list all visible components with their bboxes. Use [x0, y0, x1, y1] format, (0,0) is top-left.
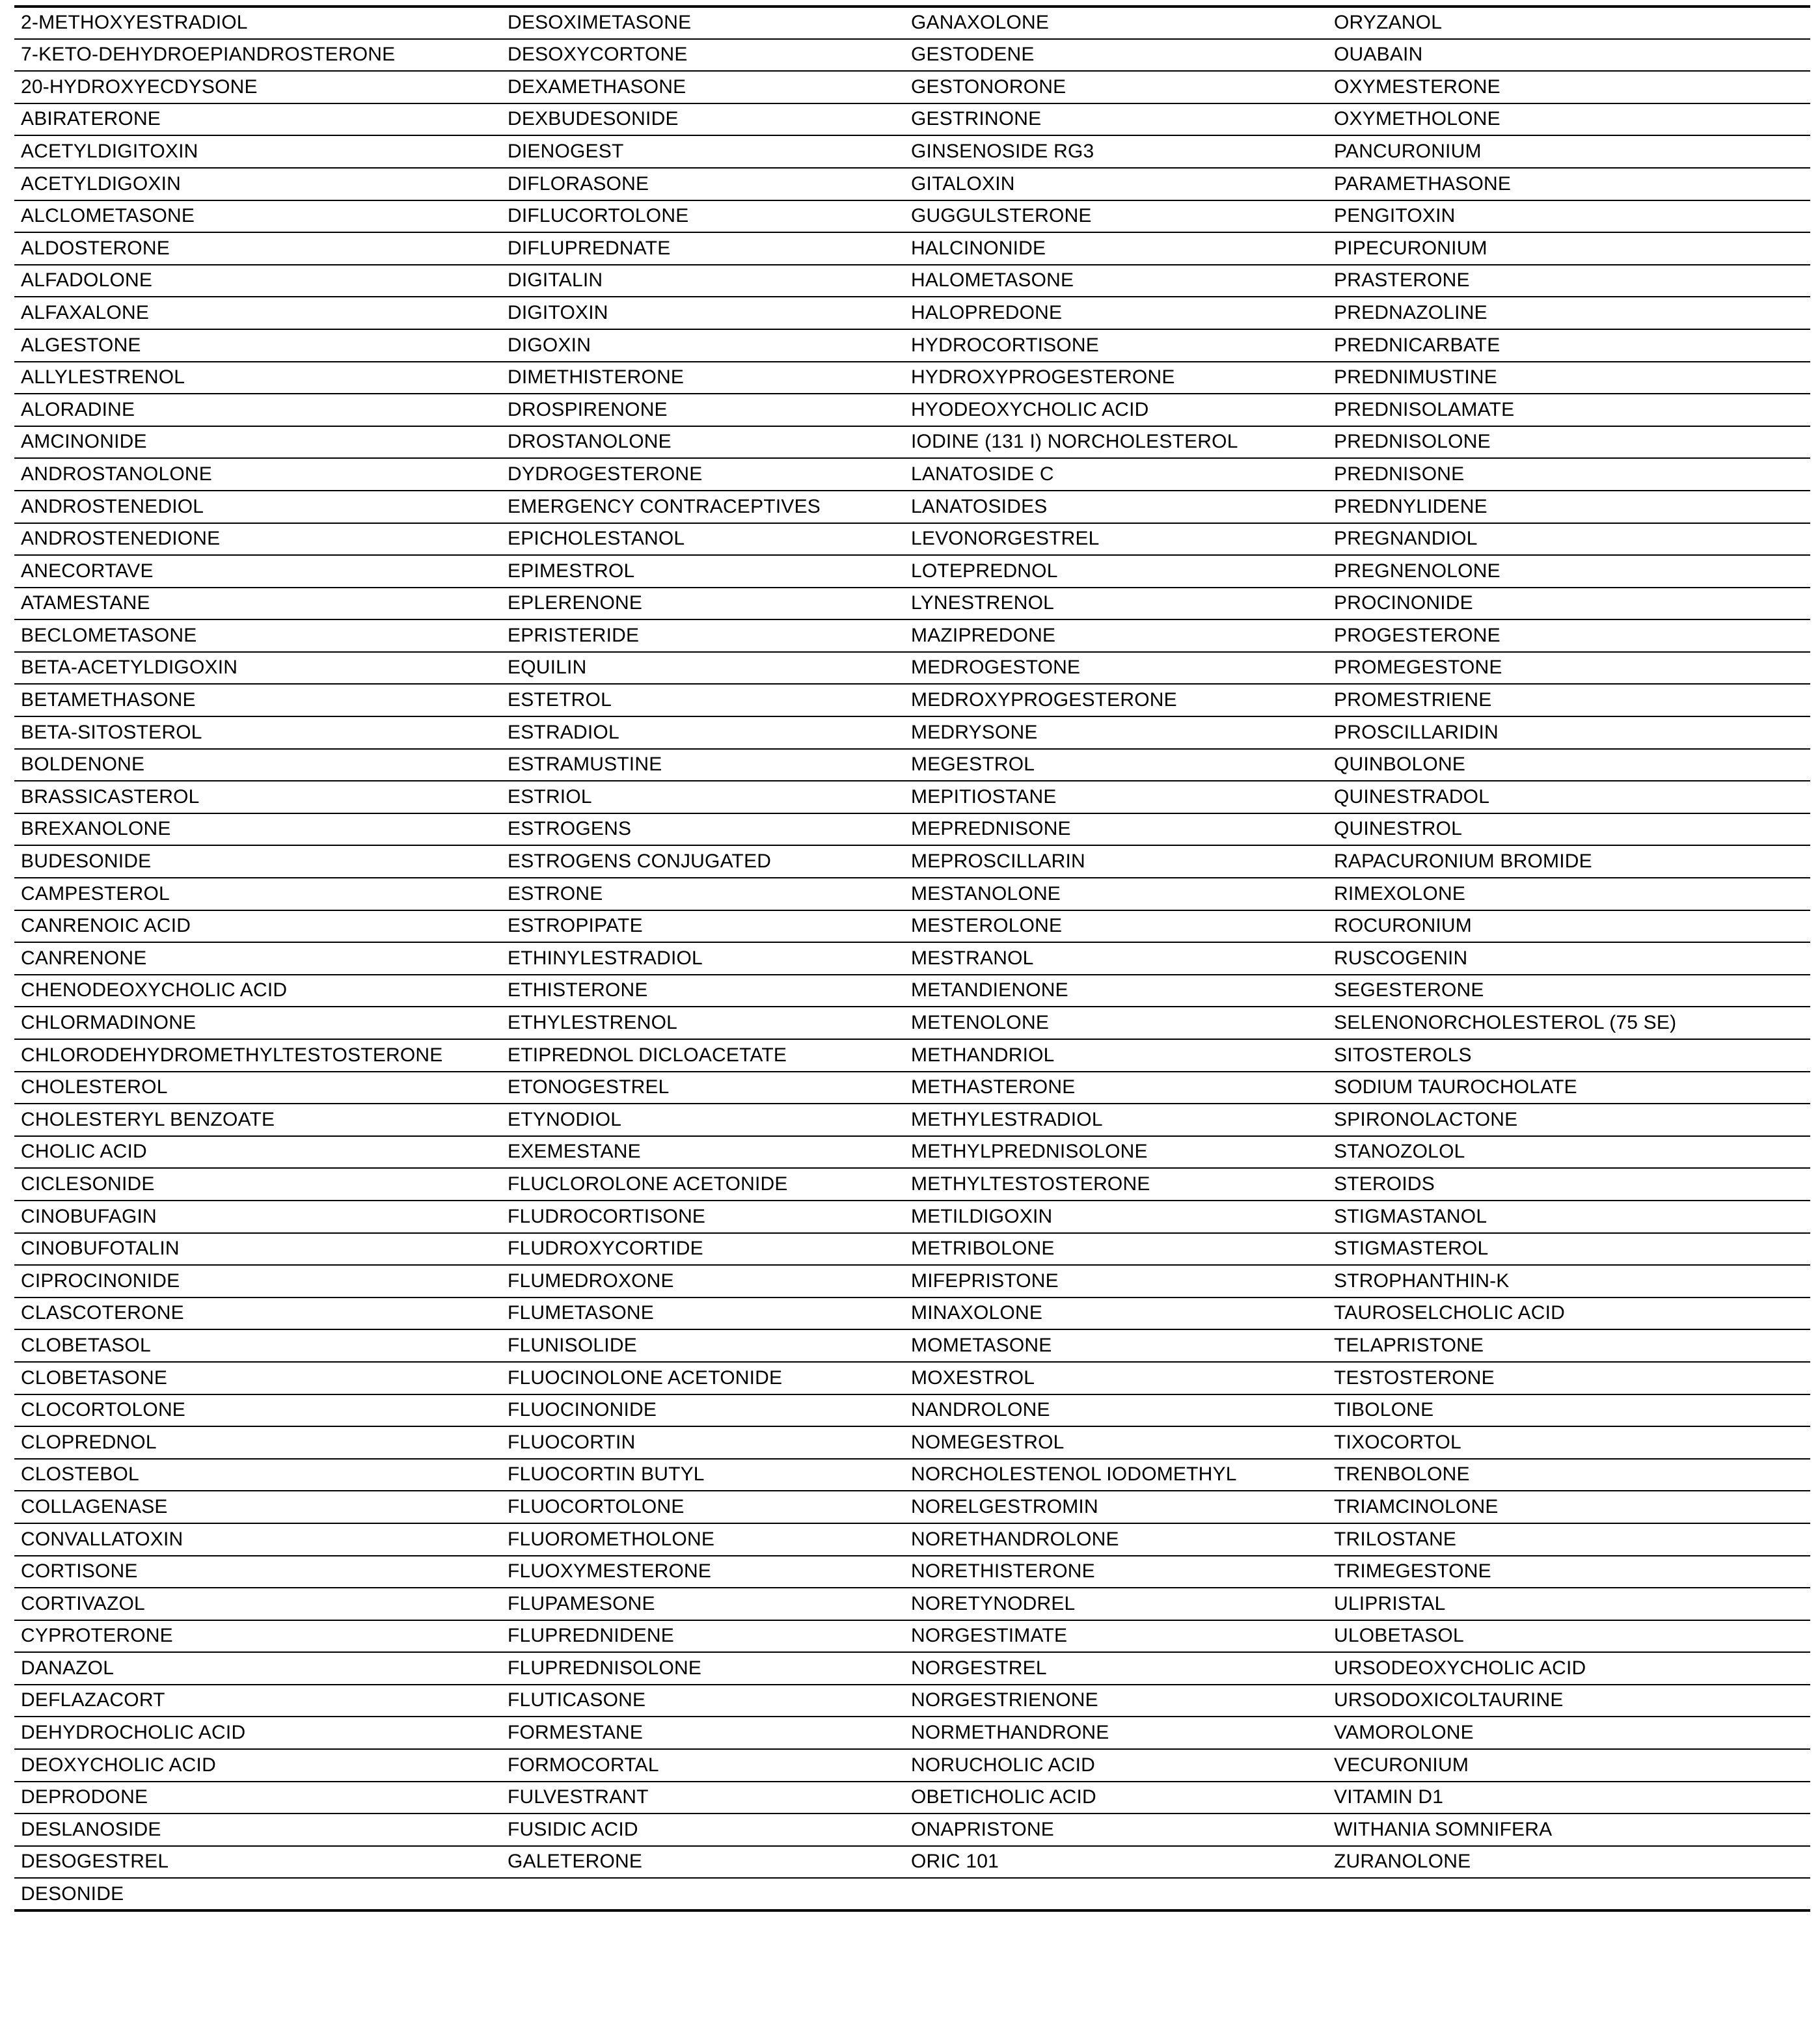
table-row — [14, 1394, 1810, 1427]
table-row — [14, 1685, 1810, 1717]
table-cell-ingredient: ORYZANOL — [1327, 7, 1810, 39]
table-cell-ingredient: GANAXOLONE — [904, 7, 1327, 39]
table-cell-ingredient: HALCINONIDE — [904, 232, 1327, 265]
table-cell-ingredient: CANRENONE — [14, 942, 501, 975]
table-cell-ingredient: CONVALLATOXIN — [14, 1523, 501, 1556]
table-cell-ingredient: PREDNIMUSTINE — [1327, 362, 1810, 394]
table-row — [14, 1039, 1810, 1072]
table-cell-ingredient: MESTANOLONE — [904, 878, 1327, 910]
table-cell-ingredient: NORCHOLESTENOL IODOMETHYL — [904, 1459, 1327, 1491]
table-cell-empty — [1327, 1878, 1810, 1910]
table-cell-ingredient: DROSPIRENONE — [501, 394, 904, 426]
table-cell-empty — [501, 1878, 904, 1910]
table-cell-ingredient: ACETYLDIGITOXIN — [14, 135, 501, 168]
table-cell-ingredient: NORGESTIMATE — [904, 1620, 1327, 1653]
table-cell-ingredient: ESTRIOL — [501, 781, 904, 813]
table-cell-ingredient: VAMOROLONE — [1327, 1717, 1810, 1749]
table-cell-ingredient: STEROIDS — [1327, 1168, 1810, 1201]
table-cell-ingredient: CHOLESTEROL — [14, 1072, 501, 1104]
table-cell-ingredient: DYDROGESTERONE — [501, 458, 904, 491]
table-cell-ingredient: DEOXYCHOLIC ACID — [14, 1749, 501, 1782]
table-row — [14, 878, 1810, 910]
table-row — [14, 491, 1810, 523]
table-cell-ingredient: DIGOXIN — [501, 329, 904, 362]
table-cell-ingredient: NORUCHOLIC ACID — [904, 1749, 1327, 1782]
table-cell-ingredient: HYDROXYPROGESTERONE — [904, 362, 1327, 394]
table-cell-ingredient: GESTODENE — [904, 39, 1327, 72]
table-cell-ingredient: FLUPREDNISOLONE — [501, 1652, 904, 1685]
table-cell-ingredient: METHYLTESTOSTERONE — [904, 1168, 1327, 1201]
table-cell-ingredient: NORETYNODREL — [904, 1588, 1327, 1620]
table-cell-ingredient: PROMEGESTONE — [1327, 652, 1810, 685]
table-cell-ingredient: ATAMESTANE — [14, 588, 501, 620]
table-cell-ingredient: CLOBETASONE — [14, 1362, 501, 1394]
table-cell-ingredient: PROCINONIDE — [1327, 588, 1810, 620]
table-cell-ingredient: FLUOCINONIDE — [501, 1394, 904, 1427]
table-cell-ingredient: VECURONIUM — [1327, 1749, 1810, 1782]
table-cell-ingredient: FLUMEDROXONE — [501, 1265, 904, 1298]
table-cell-ingredient: MINAXOLONE — [904, 1298, 1327, 1330]
table-row — [14, 1523, 1810, 1556]
table-cell-ingredient: GINSENOSIDE RG3 — [904, 135, 1327, 168]
table-row — [14, 1652, 1810, 1685]
table-cell-ingredient: AMCINONIDE — [14, 426, 501, 459]
table-row — [14, 1846, 1810, 1879]
ingredient-table — [14, 5, 1810, 1912]
table-row — [14, 749, 1810, 781]
table-cell-empty — [904, 1878, 1327, 1910]
table-cell-ingredient: HYDROCORTISONE — [904, 329, 1327, 362]
table-cell-ingredient: DIMETHISTERONE — [501, 362, 904, 394]
table-row — [14, 1298, 1810, 1330]
table-cell-ingredient: SEGESTERONE — [1327, 975, 1810, 1007]
table-cell-ingredient: FORMESTANE — [501, 1717, 904, 1749]
table-cell-ingredient: CYPROTERONE — [14, 1620, 501, 1653]
table-cell-ingredient: MEDROGESTONE — [904, 652, 1327, 685]
table-cell-ingredient: ANDROSTENEDIOL — [14, 491, 501, 523]
table-row — [14, 1814, 1810, 1846]
table-cell-ingredient: DEHYDROCHOLIC ACID — [14, 1717, 501, 1749]
table-cell-ingredient: HALOPREDONE — [904, 297, 1327, 329]
table-cell-ingredient: QUINESTRADOL — [1327, 781, 1810, 813]
table-cell-ingredient: ESTRADIOL — [501, 716, 904, 749]
table-row — [14, 394, 1810, 426]
table-cell-ingredient: ETONOGESTREL — [501, 1072, 904, 1104]
table-cell-ingredient: HYODEOXYCHOLIC ACID — [904, 394, 1327, 426]
table-cell-ingredient: PRASTERONE — [1327, 265, 1810, 297]
table-row — [14, 652, 1810, 685]
table-cell-ingredient: ETIPREDNOL DICLOACETATE — [501, 1039, 904, 1072]
table-cell-ingredient: ALFADOLONE — [14, 265, 501, 297]
table-cell-ingredient: METHANDRIOL — [904, 1039, 1327, 1072]
table-cell-ingredient: ROCURONIUM — [1327, 910, 1810, 943]
table-cell-ingredient: BRASSICASTEROL — [14, 781, 501, 813]
table-cell-ingredient: ESTROGENS — [501, 813, 904, 846]
table-cell-ingredient: ALDOSTERONE — [14, 232, 501, 265]
table-cell-ingredient: CIPROCINONIDE — [14, 1265, 501, 1298]
table-row — [14, 1233, 1810, 1266]
table-cell-ingredient: NORELGESTROMIN — [904, 1491, 1327, 1523]
table-cell-ingredient: ETHINYLESTRADIOL — [501, 942, 904, 975]
table-cell-ingredient: OUABAIN — [1327, 39, 1810, 72]
table-cell-ingredient: DESOXIMETASONE — [501, 7, 904, 39]
table-cell-ingredient: DIFLUPREDNATE — [501, 232, 904, 265]
table-cell-ingredient: GALETERONE — [501, 1846, 904, 1879]
table-cell-ingredient: ETHYLESTRENOL — [501, 1007, 904, 1039]
table-cell-ingredient: SITOSTEROLS — [1327, 1039, 1810, 1072]
table-cell-ingredient: DIGITALIN — [501, 265, 904, 297]
table-cell-ingredient: STANOZOLOL — [1327, 1136, 1810, 1169]
table-cell-ingredient: 20-HYDROXYECDYSONE — [14, 71, 501, 103]
table-cell-ingredient: RAPACURONIUM BROMIDE — [1327, 845, 1810, 878]
table-row — [14, 1782, 1810, 1814]
table-cell-ingredient: PANCURONIUM — [1327, 135, 1810, 168]
table-cell-ingredient: DESONIDE — [14, 1878, 501, 1910]
table-cell-ingredient: ALGESTONE — [14, 329, 501, 362]
table-cell-ingredient: ANDROSTENEDIONE — [14, 523, 501, 556]
table-cell-ingredient: ESTROPIPATE — [501, 910, 904, 943]
table-row — [14, 458, 1810, 491]
table-row — [14, 1104, 1810, 1136]
table-cell-ingredient: EXEMESTANE — [501, 1136, 904, 1169]
table-cell-ingredient: ETYNODIOL — [501, 1104, 904, 1136]
table-row — [14, 910, 1810, 943]
table-cell-ingredient: FLUOCINOLONE ACETONIDE — [501, 1362, 904, 1394]
table-cell-ingredient: DIFLORASONE — [501, 168, 904, 200]
table-row — [14, 297, 1810, 329]
table-cell-ingredient: PROGESTERONE — [1327, 619, 1810, 652]
table-cell-ingredient: ABIRATERONE — [14, 103, 501, 136]
table-row — [14, 39, 1810, 72]
table-cell-ingredient: DIFLUCORTOLONE — [501, 200, 904, 233]
table-row — [14, 1072, 1810, 1104]
table-cell-ingredient: METANDIENONE — [904, 975, 1327, 1007]
table-cell-ingredient: DIGITOXIN — [501, 297, 904, 329]
table-cell-ingredient: DEPRODONE — [14, 1782, 501, 1814]
table-cell-ingredient: VITAMIN D1 — [1327, 1782, 1810, 1814]
table-cell-ingredient: ESTRONE — [501, 878, 904, 910]
table-row — [14, 523, 1810, 556]
table-row — [14, 716, 1810, 749]
table-cell-ingredient: CLOCORTOLONE — [14, 1394, 501, 1427]
table-cell-ingredient: CHOLESTERYL BENZOATE — [14, 1104, 501, 1136]
table-cell-ingredient: ORIC 101 — [904, 1846, 1327, 1879]
table-cell-ingredient: MAZIPREDONE — [904, 619, 1327, 652]
table-cell-ingredient: ESTETROL — [501, 684, 904, 716]
table-cell-ingredient: ANECORTAVE — [14, 555, 501, 588]
table-row — [14, 1201, 1810, 1233]
table-cell-ingredient: FLUOCORTOLONE — [501, 1491, 904, 1523]
table-cell-ingredient: PREDNYLIDENE — [1327, 491, 1810, 523]
table-cell-ingredient: CLOPREDNOL — [14, 1426, 501, 1459]
table-row — [14, 1362, 1810, 1394]
table-cell-ingredient: EPLERENONE — [501, 588, 904, 620]
table-cell-ingredient: DROSTANOLONE — [501, 426, 904, 459]
table-cell-ingredient: FLUOROMETHOLONE — [501, 1523, 904, 1556]
table-cell-ingredient: ALCLOMETASONE — [14, 200, 501, 233]
table-row — [14, 265, 1810, 297]
table-cell-ingredient: TRIMEGESTONE — [1327, 1556, 1810, 1588]
table-cell-ingredient: DIENOGEST — [501, 135, 904, 168]
table-row — [14, 1459, 1810, 1491]
table-row — [14, 845, 1810, 878]
table-cell-ingredient: CHLORMADINONE — [14, 1007, 501, 1039]
table-cell-ingredient: GESTRINONE — [904, 103, 1327, 136]
table-cell-ingredient: QUINBOLONE — [1327, 749, 1810, 781]
table-row — [14, 1620, 1810, 1653]
table-cell-ingredient: ULIPRISTAL — [1327, 1588, 1810, 1620]
table-cell-ingredient: DANAZOL — [14, 1652, 501, 1685]
table-row — [14, 1491, 1810, 1523]
table-cell-ingredient: LYNESTRENOL — [904, 588, 1327, 620]
table-cell-ingredient: OXYMETHOLONE — [1327, 103, 1810, 136]
table-cell-ingredient: METHASTERONE — [904, 1072, 1327, 1104]
table-cell-ingredient: CINOBUFAGIN — [14, 1201, 501, 1233]
table-row — [14, 1556, 1810, 1588]
table-row — [14, 588, 1810, 620]
table-row — [14, 232, 1810, 265]
table-cell-ingredient: MEGESTROL — [904, 749, 1327, 781]
table-cell-ingredient: ALORADINE — [14, 394, 501, 426]
table-cell-ingredient: BETA-ACETYLDIGOXIN — [14, 652, 501, 685]
table-cell-ingredient: CLOBETASOL — [14, 1329, 501, 1362]
table-cell-ingredient: DESOGESTREL — [14, 1846, 501, 1879]
table-cell-ingredient: NORGESTRIENONE — [904, 1685, 1327, 1717]
table-cell-ingredient: CHENODEOXYCHOLIC ACID — [14, 975, 501, 1007]
table-cell-ingredient: ESTROGENS CONJUGATED — [501, 845, 904, 878]
table-cell-ingredient: COLLAGENASE — [14, 1491, 501, 1523]
table-cell-ingredient: MOMETASONE — [904, 1329, 1327, 1362]
table-cell-ingredient: METENOLONE — [904, 1007, 1327, 1039]
table-cell-ingredient: PREDNISOLONE — [1327, 426, 1810, 459]
table-cell-ingredient: PROSCILLARIDIN — [1327, 716, 1810, 749]
table-cell-ingredient: ZURANOLONE — [1327, 1846, 1810, 1879]
table-row — [14, 168, 1810, 200]
table-row — [14, 684, 1810, 716]
table-row — [14, 1749, 1810, 1782]
table-cell-ingredient: PREGNENOLONE — [1327, 555, 1810, 588]
table-cell-ingredient: LANATOSIDE C — [904, 458, 1327, 491]
document-page — [0, 5, 1820, 2038]
table-row — [14, 1168, 1810, 1201]
table-cell-ingredient: METHYLESTRADIOL — [904, 1104, 1327, 1136]
table-cell-ingredient: WITHANIA SOMNIFERA — [1327, 1814, 1810, 1846]
table-cell-ingredient: 2-METHOXYESTRADIOL — [14, 7, 501, 39]
table-cell-ingredient: PREGNANDIOL — [1327, 523, 1810, 556]
table-cell-ingredient: MEDROXYPROGESTERONE — [904, 684, 1327, 716]
table-row — [14, 1265, 1810, 1298]
table-cell-ingredient: EPRISTERIDE — [501, 619, 904, 652]
table-cell-ingredient: PIPECURONIUM — [1327, 232, 1810, 265]
table-row — [14, 555, 1810, 588]
table-cell-ingredient: URSODOXICOLTAURINE — [1327, 1685, 1810, 1717]
table-cell-ingredient: BREXANOLONE — [14, 813, 501, 846]
table-cell-ingredient: DESOXYCORTONE — [501, 39, 904, 72]
table-cell-ingredient: PROMESTRIENE — [1327, 684, 1810, 716]
table-row — [14, 813, 1810, 846]
table-cell-ingredient: FULVESTRANT — [501, 1782, 904, 1814]
table-cell-ingredient: SPIRONOLACTONE — [1327, 1104, 1810, 1136]
table-cell-ingredient: GUGGULSTERONE — [904, 200, 1327, 233]
table-cell-ingredient: RIMEXOLONE — [1327, 878, 1810, 910]
table-cell-ingredient: OXYMESTERONE — [1327, 71, 1810, 103]
table-cell-ingredient: TELAPRISTONE — [1327, 1329, 1810, 1362]
table-row — [14, 1426, 1810, 1459]
table-row — [14, 329, 1810, 362]
table-cell-ingredient: STIGMASTEROL — [1327, 1233, 1810, 1266]
table-cell-ingredient: NOMEGESTROL — [904, 1426, 1327, 1459]
table-row — [14, 103, 1810, 136]
table-cell-ingredient: EPIMESTROL — [501, 555, 904, 588]
table-cell-ingredient: BETAMETHASONE — [14, 684, 501, 716]
table-cell-ingredient: NORMETHANDRONE — [904, 1717, 1327, 1749]
table-cell-ingredient: GESTONORONE — [904, 71, 1327, 103]
table-cell-ingredient: EPICHOLESTANOL — [501, 523, 904, 556]
table-cell-ingredient: TRILOSTANE — [1327, 1523, 1810, 1556]
table-cell-ingredient: NORETHANDROLONE — [904, 1523, 1327, 1556]
table-cell-ingredient: NORETHISTERONE — [904, 1556, 1327, 1588]
table-cell-ingredient: HALOMETASONE — [904, 265, 1327, 297]
table-cell-ingredient: METRIBOLONE — [904, 1233, 1327, 1266]
table-row — [14, 1136, 1810, 1169]
table-cell-ingredient: FLUNISOLIDE — [501, 1329, 904, 1362]
table-cell-ingredient: FLUMETASONE — [501, 1298, 904, 1330]
table-row — [14, 362, 1810, 394]
table-cell-ingredient: STROPHANTHIN-K — [1327, 1265, 1810, 1298]
table-cell-ingredient: DEXBUDESONIDE — [501, 103, 904, 136]
table-cell-ingredient: FLUOXYMESTERONE — [501, 1556, 904, 1588]
table-cell-ingredient: PREDNICARBATE — [1327, 329, 1810, 362]
table-cell-ingredient: MEPITIOSTANE — [904, 781, 1327, 813]
table-cell-ingredient: TIBOLONE — [1327, 1394, 1810, 1427]
table-cell-ingredient: PREDNISOLAMATE — [1327, 394, 1810, 426]
table-cell-ingredient: CHOLIC ACID — [14, 1136, 501, 1169]
table-cell-ingredient: FLUDROXYCORTIDE — [501, 1233, 904, 1266]
table-cell-ingredient: FLUOCORTIN — [501, 1426, 904, 1459]
table-cell-ingredient: SODIUM TAUROCHOLATE — [1327, 1072, 1810, 1104]
table-cell-ingredient: QUINESTROL — [1327, 813, 1810, 846]
table-cell-ingredient: SELENONORCHOLESTEROL (75 SE) — [1327, 1007, 1810, 1039]
table-cell-ingredient: BETA-SITOSTEROL — [14, 716, 501, 749]
table-cell-ingredient: 7-KETO-DEHYDROEPIANDROSTERONE — [14, 39, 501, 72]
table-cell-ingredient: METHYLPREDNISOLONE — [904, 1136, 1327, 1169]
table-cell-ingredient: CINOBUFOTALIN — [14, 1233, 501, 1266]
table-row — [14, 1329, 1810, 1362]
table-cell-ingredient: TRIAMCINOLONE — [1327, 1491, 1810, 1523]
table-body — [14, 7, 1810, 1910]
table-cell-ingredient: LEVONORGESTREL — [904, 523, 1327, 556]
table-cell-ingredient: CORTISONE — [14, 1556, 501, 1588]
table-row — [14, 1717, 1810, 1749]
table-cell-ingredient: CAMPESTEROL — [14, 878, 501, 910]
table-cell-ingredient: FLUPREDNIDENE — [501, 1620, 904, 1653]
table-cell-ingredient: ONAPRISTONE — [904, 1814, 1327, 1846]
table-cell-ingredient: CLOSTEBOL — [14, 1459, 501, 1491]
table-row — [14, 781, 1810, 813]
table-cell-ingredient: IODINE (131 I) NORCHOLESTEROL — [904, 426, 1327, 459]
table-cell-ingredient: MEDRYSONE — [904, 716, 1327, 749]
table-cell-ingredient: LOTEPREDNOL — [904, 555, 1327, 588]
table-row — [14, 942, 1810, 975]
table-row — [14, 975, 1810, 1007]
table-cell-ingredient: MEPREDNISONE — [904, 813, 1327, 846]
table-cell-ingredient: CORTIVAZOL — [14, 1588, 501, 1620]
table-cell-ingredient: STIGMASTANOL — [1327, 1201, 1810, 1233]
table-cell-ingredient: NORGESTREL — [904, 1652, 1327, 1685]
table-cell-ingredient: ANDROSTANOLONE — [14, 458, 501, 491]
table-cell-ingredient: ALLYLESTRENOL — [14, 362, 501, 394]
table-cell-ingredient: TRENBOLONE — [1327, 1459, 1810, 1491]
table-cell-ingredient: MESTRANOL — [904, 942, 1327, 975]
table-cell-ingredient: ULOBETASOL — [1327, 1620, 1810, 1653]
table-row — [14, 619, 1810, 652]
table-cell-ingredient: CANRENOIC ACID — [14, 910, 501, 943]
table-cell-ingredient: BOLDENONE — [14, 749, 501, 781]
table-cell-ingredient: URSODEOXYCHOLIC ACID — [1327, 1652, 1810, 1685]
table-row — [14, 200, 1810, 233]
table-cell-ingredient: TAUROSELCHOLIC ACID — [1327, 1298, 1810, 1330]
table-cell-ingredient: FLUOCORTIN BUTYL — [501, 1459, 904, 1491]
table-cell-ingredient: GITALOXIN — [904, 168, 1327, 200]
table-cell-ingredient: DEXAMETHASONE — [501, 71, 904, 103]
table-cell-ingredient: PREDNAZOLINE — [1327, 297, 1810, 329]
table-row — [14, 7, 1810, 39]
table-cell-ingredient: DEFLAZACORT — [14, 1685, 501, 1717]
table-cell-ingredient: RUSCOGENIN — [1327, 942, 1810, 975]
table-cell-ingredient: ALFAXALONE — [14, 297, 501, 329]
table-cell-ingredient: FUSIDIC ACID — [501, 1814, 904, 1846]
table-cell-ingredient: EQUILIN — [501, 652, 904, 685]
table-cell-ingredient: PENGITOXIN — [1327, 200, 1810, 233]
table-row — [14, 426, 1810, 459]
table-cell-ingredient: MESTEROLONE — [904, 910, 1327, 943]
table-cell-ingredient: PARAMETHASONE — [1327, 168, 1810, 200]
table-row — [14, 1007, 1810, 1039]
table-cell-ingredient: EMERGENCY CONTRACEPTIVES — [501, 491, 904, 523]
table-row — [14, 1588, 1810, 1620]
table-cell-ingredient: MIFEPRISTONE — [904, 1265, 1327, 1298]
table-cell-ingredient: CICLESONIDE — [14, 1168, 501, 1201]
table-cell-ingredient: ACETYLDIGOXIN — [14, 168, 501, 200]
table-cell-ingredient: FLUDROCORTISONE — [501, 1201, 904, 1233]
table-cell-ingredient: ESTRAMUSTINE — [501, 749, 904, 781]
table-cell-ingredient: CLASCOTERONE — [14, 1298, 501, 1330]
table-cell-ingredient: PREDNISONE — [1327, 458, 1810, 491]
table-cell-ingredient: OBETICHOLIC ACID — [904, 1782, 1327, 1814]
table-cell-ingredient: METILDIGOXIN — [904, 1201, 1327, 1233]
table-cell-ingredient: FLUTICASONE — [501, 1685, 904, 1717]
table-cell-ingredient: BECLOMETASONE — [14, 619, 501, 652]
table-cell-ingredient: TESTOSTERONE — [1327, 1362, 1810, 1394]
table-cell-ingredient: ETHISTERONE — [501, 975, 904, 1007]
table-row — [14, 135, 1810, 168]
table-cell-ingredient: NANDROLONE — [904, 1394, 1327, 1427]
table-cell-ingredient: MOXESTROL — [904, 1362, 1327, 1394]
table-cell-ingredient: CHLORODEHYDROMETHYLTESTOSTERONE — [14, 1039, 501, 1072]
table-row — [14, 71, 1810, 103]
table-cell-ingredient: MEPROSCILLARIN — [904, 845, 1327, 878]
table-cell-ingredient: FORMOCORTAL — [501, 1749, 904, 1782]
table-cell-ingredient: TIXOCORTOL — [1327, 1426, 1810, 1459]
table-cell-ingredient: DESLANOSIDE — [14, 1814, 501, 1846]
table-row — [14, 1878, 1810, 1910]
table-cell-ingredient: FLUCLOROLONE ACETONIDE — [501, 1168, 904, 1201]
table-cell-ingredient: LANATOSIDES — [904, 491, 1327, 523]
table-cell-ingredient: BUDESONIDE — [14, 845, 501, 878]
table-cell-ingredient: FLUPAMESONE — [501, 1588, 904, 1620]
